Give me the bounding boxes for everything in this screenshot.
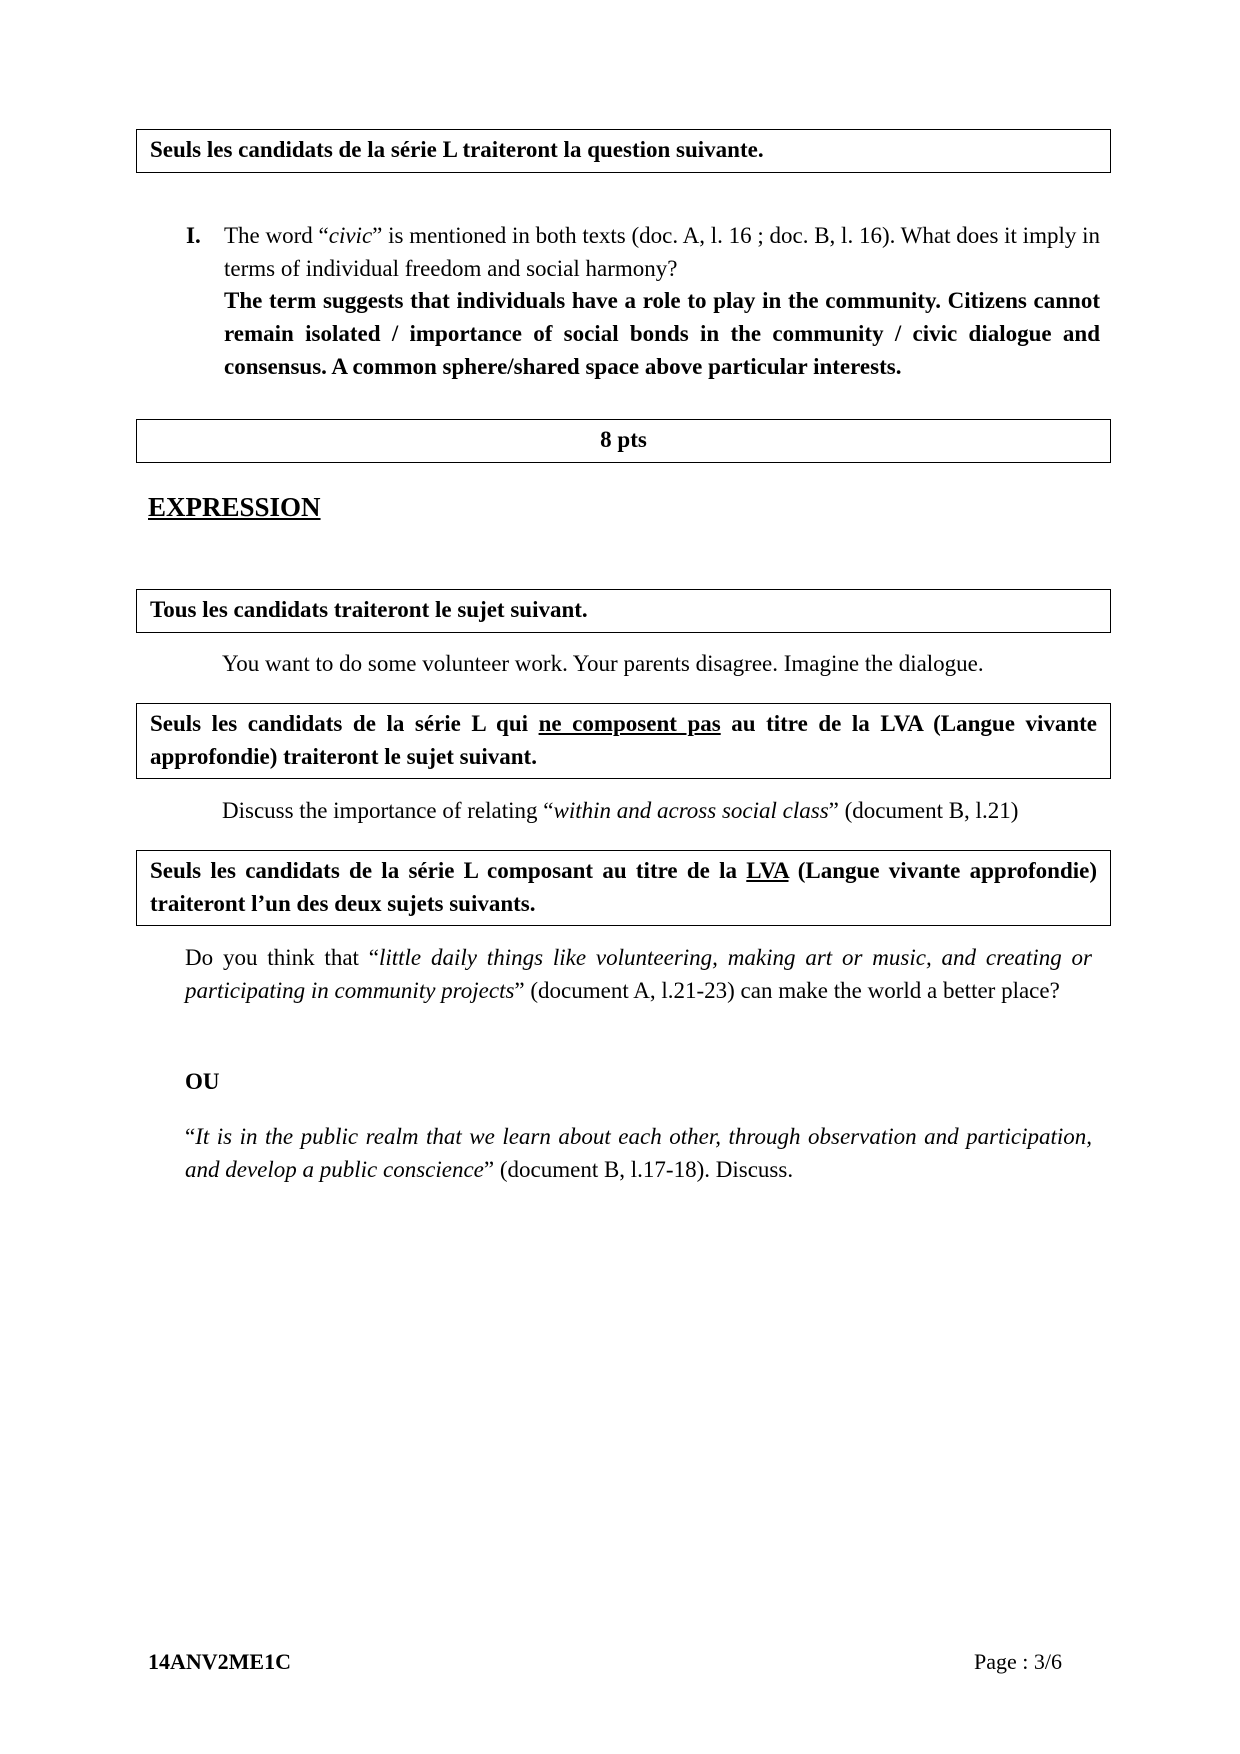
footer-page-number: Page : 3/6 [974,1649,1062,1674]
emphasis-ne-composent-pas: ne composent pas [538,711,721,736]
instruction-box-lva: Seuls les candidats de la série L composant au titre de la LVA (Langue vivante approfondie) traiteront l’un des deux sujets suivants. [136,850,1111,926]
section-title: EXPRESSION [148,492,321,522]
or-label: OU [185,1069,220,1094]
question-term: civic [328,223,373,248]
question-block [224,220,1100,383]
footer-code: 14ANV2ME1C [148,1649,291,1674]
subject-lva-1: Do you think that “little daily things like volunteering, making art or music, and creating or participating in community projects” (document A, l.21-23) can make the world a better place? [185,945,1092,1004]
question-number: I. [186,223,201,248]
instruction-box-non-lva: Seuls les candidats de la série L qui ne composent pas au titre de la LVA (Langue vivante approfondie) traiteront le sujet suivant. [136,703,1111,779]
subject-lva-2: “It is in the public realm that we learn about each other, through observation and participation, and develop a public conscience” (document B, l.17-18). Discuss. [185,1124,1092,1183]
emphasis-lva: LVA [746,858,789,883]
question-text: The word “civic” is mentioned in both texts (doc. A, l. 16 ; doc. B, l. 16). What does it imply in terms of individual freedom and social harmony? [224,223,1100,281]
points-box [136,419,1111,463]
subject-non-lva: Discuss the importance of relating “within and across social class” (document B, l.21) [222,798,1019,823]
points-text: 8 pts [600,427,647,452]
subject-all-candidates: You want to do some volunteer work. Your parents disagree. Imagine the dialogue. [222,651,984,676]
instruction-box-all-candidates: Tous les candidats traiteront le sujet suivant. [136,589,1111,633]
instruction-box-serie-l-question [136,129,1111,173]
question-answer: The term suggests that individuals have a role to play in the community. Citizens cannot remain isolated / importance of social bonds in the community / civic dialogue and consensus. A common sphere/shared space above particular interests. [224,288,1100,379]
instruction-text: Seuls les candidats de la série L traiteront la question suivante. [150,137,764,162]
